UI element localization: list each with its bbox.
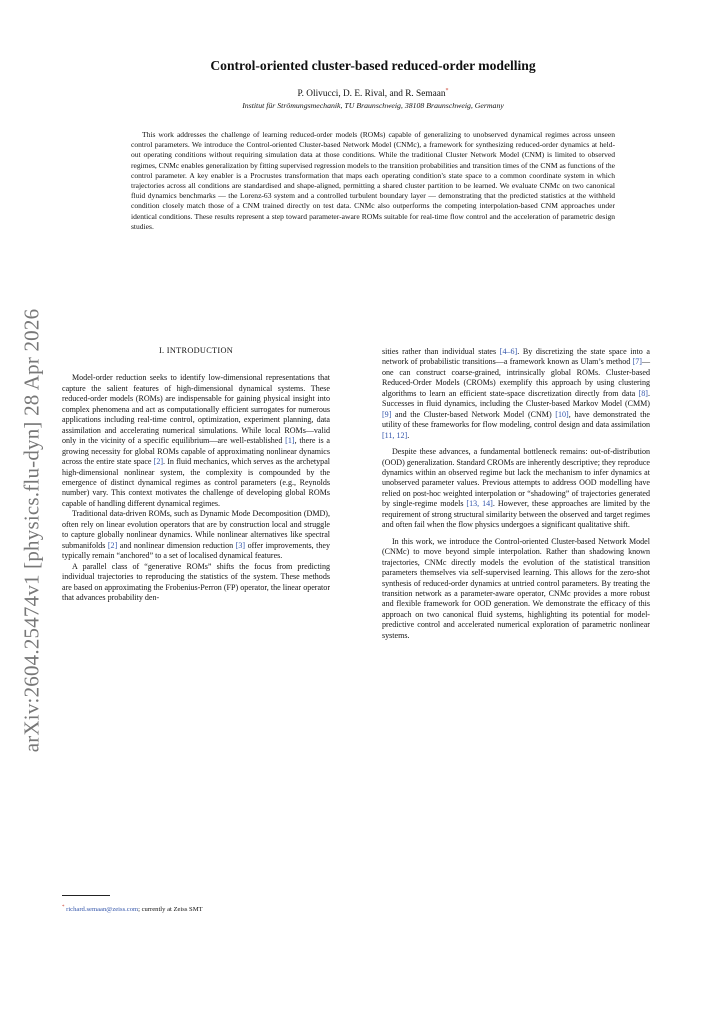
arxiv-identifier: arXiv:2604.25474v1 [physics.flu-dyn] 28 Apr 2026	[19, 308, 44, 752]
paragraph-text: . By discretizing the state space into a network of probabilistic transitions—a framework known as Ulam’s method	[382, 347, 651, 367]
paragraph-text: Despite these advances, a fundamental bottleneck remains: out-of-distribution (OOD) generalization. Standard CROMs are inherently descriptive; they reproduce dynamics within an observed regime but lack the mechanism to infer dynamics at unobserved parameter values. Previous attempts to address OOD modelling have relied on post-hoc weighted interpolation or “shadowing” of trajectories generated by single-regime models	[382, 447, 650, 509]
citation-link[interactable]: [13, 14]	[466, 499, 493, 509]
paragraph-text: . Successes in fluid dynamics, including the Cluster-based Markov Model (CMM)	[382, 388, 650, 409]
paragraph-text: and nonlinear dimension reduction	[117, 540, 236, 550]
citation-link[interactable]: [2]	[107, 540, 118, 550]
right-column-body	[382, 347, 650, 641]
citation-link[interactable]: [2]	[153, 457, 164, 467]
footnote-rule	[62, 895, 110, 896]
citation-link[interactable]: [3]	[235, 540, 246, 550]
author-footnote-mark[interactable]: *	[445, 88, 449, 94]
citation-link[interactable]: [11, 12]	[382, 430, 408, 440]
paragraph-text: .	[407, 430, 410, 440]
arxiv-identifier-sidebar	[14, 250, 50, 810]
paper-header	[118, 58, 628, 110]
footnote-mark: *	[62, 905, 65, 910]
paragraph-text: Model-order reduction seeks to identify low-dimensional representations that capture the salient features of high-dimensional dynamical systems. These reduced-order models (ROMs) are indispensable for gaining physical insight into complex phenomena and act as computationally efficient surrogates for numerous applications including real-time control, optimization, experiment planning, data assimilation and accelerating numerical simulations. While local ROMs—valid only in the vicinity of a specific equilibrium—are well-established	[62, 373, 330, 446]
paragraph-text: A parallel class of “generative ROMs” shifts the focus from predicting individual trajectories to reproducing the statistics of the system. These methods are based on approximating the Frobenius-Perron (FP) operator, the linear operator that advances probability den-	[62, 561, 330, 602]
paragraph-text: Traditional data-driven ROMs, such as Dynamic Mode Decomposition (DMD), often rely on linear evolution operators that are by construction local and struggle to capture globally nonlinear dynamics. While nonlinear alternatives like spectral submanifolds	[62, 509, 330, 550]
footnote-text: ; currently at Zeiss SMT	[138, 906, 203, 914]
paragraph-text: . However, these approaches are limited by the requirement of strong structural similarity between the observed and target regimes and often fail when the flow physics undergoes a significant qualitative shift.	[382, 499, 650, 530]
citation-link[interactable]: [7]	[632, 357, 642, 367]
abstract: This work addresses the challenge of learning reduced-order models (ROMs) capable of generalizing to unobserved dynamical regimes across unseen control parameters. We introduce the Control-oriented Cluster-based Network Model (CNMc), a framework for synthesizing reduced-order dynamics at held-out operating conditions without requiring simulation data at those conditions. While the traditional Cluster Network Model (CNM) is limited to observed regimes, CNMc enables generalization by fitting supervised regression models to the transition probabilities and transition times of the CNM as functions of the control parameter. A key enabler is a Procrustes transformation that maps each operating condition's state space to a common coordinate system in which trajectories across all conditions are standardised and shape-aligned, permitting a shared cluster partition to be learned. We evaluate CNMc on two canonical fluid dynamics benchmarks — the Lorenz-63 system and a controlled turbulent boundary layer — demonstrating that the predicted statistics at the withheld condition closely match those of a CNM trained directly on test data. CNMc also outperforms the competing interpolation-based CNM approaches under identical conditions. These results represent a step toward parameter-aware ROMs suitable for real-time flow control and the acceleration of parametric design studies.	[131, 130, 615, 231]
citation-link[interactable]: [4–6]	[499, 347, 518, 356]
paragraph-text: —one can construct coarse-grained, intrinsically global ROMs. Cluster-based Reduced-Order Models (CROMs) exemplify this approach by using clustering algorithms to learn an efficient state-space discretization directly from data	[382, 357, 650, 398]
citation-link[interactable]: [9]	[382, 409, 392, 419]
body-paragraph	[62, 562, 330, 604]
paragraph-text: In this work, we introduce the Control-oriented Cluster-based Network Model (CNMc) to move beyond simple interpolation. Rather than shadowing known trajectories, CNMc directly models the evolution of the statistical transition parameters themselves via self-supervised learning. This allows for the zero-shot synthesis of reduced-order dynamics at untried control parameters. By treating the transition network as a parameter-aware operator, CNMc provides a more robust and flexible framework for OOD generation. We demonstrate the efficacy of this approach on two canonical fluid systems, highlighting its potential for model-predictive control and accelerated numerical exploration of parametric nonlinear systems.	[382, 536, 650, 640]
paragraph-text: sities rather than individual states	[382, 347, 500, 356]
authors-text: P. Olivucci, D. E. Rival, and R. Semaan	[297, 89, 446, 100]
paragraph-text: and the Cluster-based Network Model (CNM)	[391, 409, 556, 419]
footnote	[62, 905, 203, 913]
paragraph-text: , there is a growing necessity for global ROMs capable of approximating nonlinear dynamics across the entire state space	[62, 436, 330, 467]
body-paragraph	[382, 347, 650, 441]
left-column	[62, 343, 330, 603]
body-paragraph	[382, 537, 650, 642]
paragraph-text: , have demonstrated the utility of these frameworks for flow modeling, control design and data assimilation	[382, 409, 650, 430]
body-paragraph	[382, 447, 650, 531]
body-paragraph	[62, 373, 330, 509]
author-list	[118, 88, 628, 99]
citation-link[interactable]: [1]	[285, 436, 295, 446]
section-heading-introduction: I. INTRODUCTION	[158, 346, 234, 355]
affiliation: Institut für Strömungsmechanik, TU Braunschweig, 38108 Braunschweig, Germany	[242, 101, 504, 111]
body-paragraph	[62, 509, 330, 561]
citation-link[interactable]: [10]	[555, 409, 569, 419]
paragraph-text: offer improvements, they typically remain “anchored” to a set of localised dynamical features.	[62, 540, 330, 561]
paragraph-text: . In fluid mechanics, which serves as the archetypal high-dimensional nonlinear system, the complexity is compounded by the emergence of distinct dynamical regimes as control parameters (e.g., Reynolds number) vary. This context motivates the challenge of developing global ROMs capable of handling different dynamical regimes.	[62, 457, 330, 508]
paper-title: Control-oriented cluster-based reduced-order modelling	[210, 58, 536, 73]
citation-link[interactable]: [8]	[638, 388, 648, 398]
footnote-email-link[interactable]: richard.semaan@zeiss.com	[66, 906, 139, 914]
left-column-body	[62, 373, 330, 603]
right-column	[382, 347, 650, 641]
